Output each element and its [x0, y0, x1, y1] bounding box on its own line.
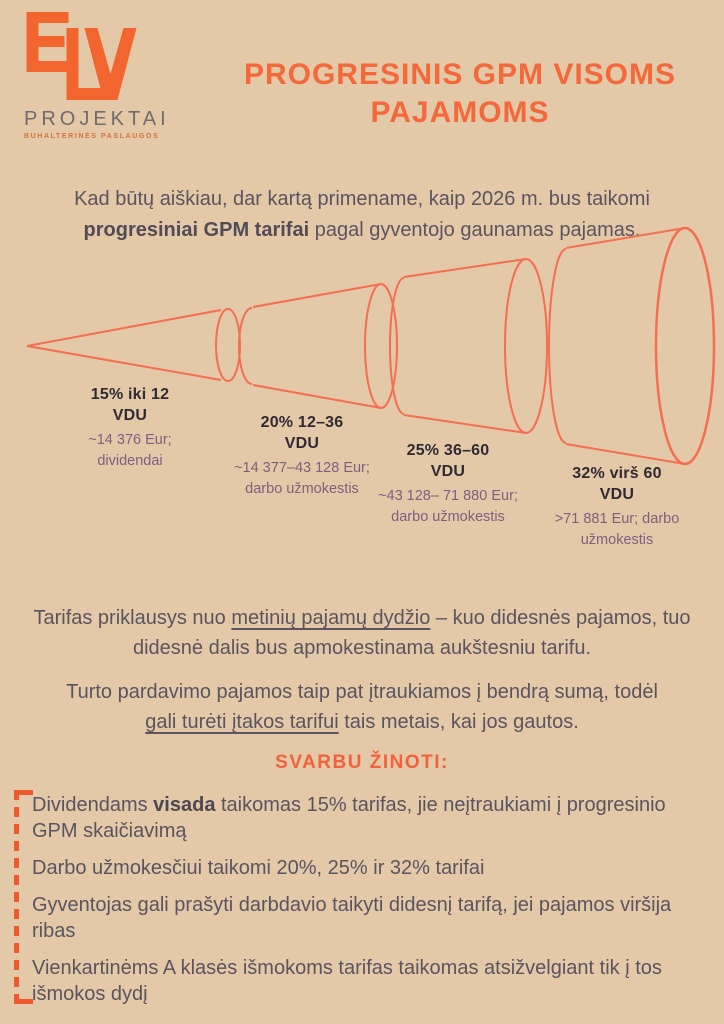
logo-tagline: BUHALTERINĖS PASLAUGOS	[24, 133, 160, 140]
intro-bold-text: progresiniai GPM tarifai	[83, 219, 310, 241]
list-item-bold-text: visada	[153, 794, 216, 816]
bracket-top-corner	[14, 790, 33, 795]
intro-text-end: pagal gyventojo gaunamas pajamas.	[309, 219, 641, 241]
segment-rate: 32% virš 60	[572, 465, 662, 482]
segment-income-type: dividendai	[97, 453, 163, 469]
segment-income-type: užmokestis	[580, 532, 654, 548]
tariff-explanation-paragraph	[22, 603, 702, 663]
segment-rate: 15% iki 12	[90, 386, 170, 403]
list-item-text: Gyventojas gali prašyti darbdavio taikyti didesnį tarifą, jei pajamos viršija ribas	[32, 894, 672, 942]
paragraph-text: Tarifas priklausys nuo	[33, 607, 232, 629]
funnel-segment-15	[27, 309, 240, 381]
segment-amount: ~43 128– 71 880 Eur;	[378, 488, 518, 504]
important-heading: SVARBU ŽINOTI:	[275, 752, 449, 773]
elv-projektai-logo	[24, 12, 194, 140]
funnel-segment-32	[549, 228, 714, 464]
segment-label-15	[55, 384, 205, 472]
page-title-line2: PAJAMOMS	[370, 96, 550, 130]
bracket-dashed-line	[14, 790, 19, 1004]
segment-amount: >71 881 Eur; darbo	[554, 511, 680, 527]
list-item-text: Vienkartinėms A klasės išmokoms tarifas taikomas atsižvelgiant tik į tos išmokos dydį	[32, 957, 662, 1005]
segment-rate: 25% 36–60	[406, 442, 490, 459]
segment-unit: VDU	[112, 407, 148, 424]
property-income-paragraph	[52, 677, 672, 737]
bracket-bottom-corner	[14, 999, 33, 1004]
segment-unit: VDU	[599, 486, 635, 503]
segment-label-20	[227, 412, 377, 500]
segment-label-25	[373, 440, 523, 528]
list-item-text-end: taikomas 15% tarifas, jie neįtraukiami į progresinio GPM skaičiavimą	[32, 794, 666, 842]
segment-unit: VDU	[284, 435, 320, 452]
paragraph-underline-text: metinių pajamų dydžio	[231, 607, 431, 629]
paragraph-text: Turto pardavimo pajamos taip pat įtraukiamos į bendrą sumą, todėl	[66, 681, 658, 703]
page-title	[225, 56, 695, 132]
segment-amount: ~14 376 Eur;	[88, 432, 172, 448]
funnel-segment-20	[239, 284, 397, 408]
list-item-dividends	[32, 792, 696, 844]
page-title-line1: PROGRESINIS GPM VISOMS	[243, 58, 677, 92]
segment-income-type: darbo užmokestis	[391, 509, 505, 525]
list-item-text: Darbo užmokesčiui taikomi 20%, 25% ir 32% tarifai	[32, 857, 485, 879]
segment-label-32	[537, 463, 697, 551]
segment-amount: ~14 377–43 128 Eur;	[234, 460, 370, 476]
list-item-higher-rate-request	[32, 892, 696, 944]
list-item-salary-rates	[32, 855, 696, 881]
list-item-class-a-payouts	[32, 955, 696, 1007]
segment-unit: VDU	[430, 463, 466, 480]
paragraph-text-end: tais metais, kai jos gautos.	[338, 711, 579, 733]
important-list	[32, 792, 700, 1018]
paragraph-text-end: – kuo didesnės pajamos, tuo didesnė dalis bus apmokestinama aukštesniu tarifu.	[132, 607, 691, 659]
segment-income-type: darbo užmokestis	[245, 481, 359, 497]
segment-rate: 20% 12–36	[260, 414, 344, 431]
list-item-text: Dividendams	[32, 794, 154, 816]
intro-text: Kad būtų aiškiau, dar kartą primename, kaip 2026 m. bus taikomi	[74, 188, 650, 210]
funnel-segment-25	[390, 259, 547, 433]
logo-name: PROJEKTAI	[24, 108, 170, 130]
paragraph-underline-text: gali turėti įtakos tarifui	[145, 711, 339, 733]
elv-monogram-icon	[26, 12, 139, 102]
